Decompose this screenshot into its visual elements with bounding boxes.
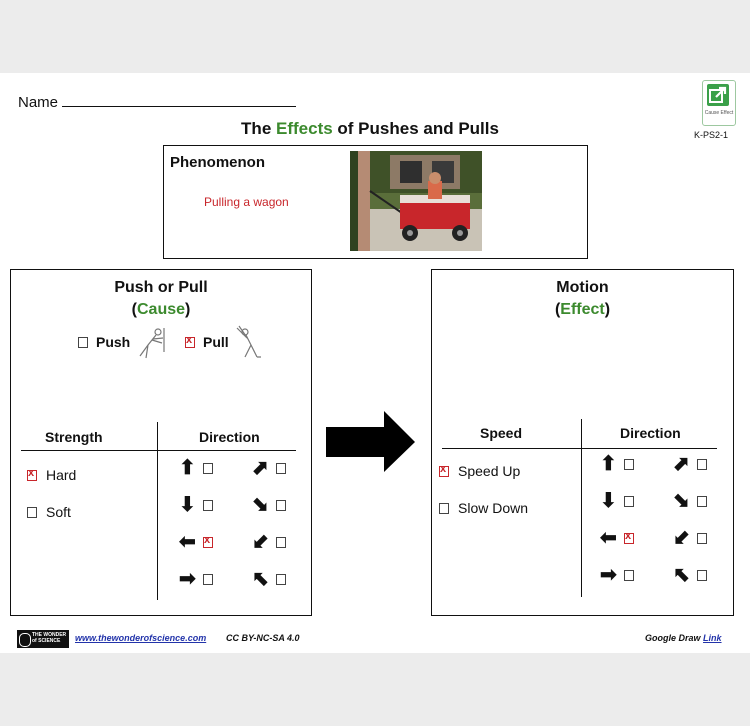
phenomenon-heading: Phenomenon [170, 154, 266, 171]
cause-heading: Push or Pull [114, 279, 208, 296]
badge-text: Cause Effect [704, 110, 734, 116]
direction-header: Direction [199, 429, 260, 445]
pull-label: Pull [203, 334, 229, 350]
right-arrow-icon [326, 411, 416, 473]
direction-checkbox[interactable] [697, 496, 707, 507]
pulling-person-icon [235, 324, 267, 360]
direction-header: Direction [620, 425, 681, 441]
arrow-down-right-icon: ⬊ [252, 494, 269, 516]
direction-checkbox[interactable] [697, 533, 707, 544]
arrow-up-left-icon: ⬉ [673, 564, 690, 586]
slow-down-checkbox[interactable] [439, 503, 449, 514]
slow-down-label: Slow Down [458, 500, 529, 516]
arrow-down-icon: ⬇ [179, 494, 196, 516]
arrow-up-right-icon: ⬈ [252, 457, 269, 479]
push-label: Push [96, 334, 131, 350]
title-part-2: of Pushes and Pulls [332, 119, 499, 138]
arrow-left-icon: ⬅ [179, 531, 196, 553]
wonder-of-science-logo [17, 630, 69, 648]
direction-checkbox[interactable] [203, 574, 213, 585]
table-divider [157, 422, 158, 600]
arrow-down-right-icon: ⬊ [673, 490, 690, 512]
direction-checkbox[interactable] [276, 574, 286, 585]
soft-checkbox[interactable] [27, 507, 37, 518]
arrow-right-icon: ➡ [179, 568, 196, 590]
speed-up-label: Speed Up [458, 463, 521, 479]
page-title [0, 119, 740, 139]
arrow-right-icon: ➡ [600, 564, 617, 586]
speed-up-checkbox[interactable] [439, 466, 449, 477]
direction-checkbox[interactable] [697, 459, 707, 470]
table-rule [21, 450, 296, 451]
pull-checkbox[interactable] [185, 337, 195, 348]
name-field[interactable] [18, 92, 296, 111]
direction-checkbox[interactable] [203, 463, 213, 474]
phenomenon-box [163, 145, 588, 259]
direction-checkbox[interactable] [276, 463, 286, 474]
direction-checkbox[interactable] [203, 537, 213, 548]
worksheet [0, 73, 750, 653]
direction-checkbox[interactable] [203, 500, 213, 511]
arrow-down-left-icon: ⬋ [673, 527, 690, 549]
strength-header: Strength [45, 429, 103, 445]
push-checkbox[interactable] [78, 337, 88, 348]
google-draw-link[interactable]: Link [703, 633, 722, 643]
standard-code: K-PS2-1 [694, 130, 729, 140]
arrow-up-icon: ⬆ [600, 453, 617, 475]
arrow-up-right-icon: ⬈ [673, 453, 690, 475]
hard-checkbox[interactable] [27, 470, 37, 481]
arrow-left-icon: ⬅ [600, 527, 617, 549]
title-accent: Effects [276, 119, 333, 138]
arrow-up-left-icon: ⬉ [252, 568, 269, 590]
cause-effect-badge [702, 80, 736, 126]
arrow-up-icon: ⬆ [179, 457, 196, 479]
table-rule [442, 448, 717, 449]
pushing-person-icon [136, 326, 168, 360]
logo-text: THE WONDER of SCIENCE [32, 632, 67, 644]
phenomenon-text: Pulling a wagon [204, 195, 289, 209]
effect-heading: Motion [556, 279, 609, 296]
speed-header: Speed [480, 425, 523, 441]
table-divider [581, 419, 582, 597]
google-draw-text: Google Draw Link [645, 633, 722, 643]
direction-checkbox[interactable] [624, 533, 634, 544]
external-link-icon [707, 84, 729, 106]
hard-label: Hard [46, 467, 77, 483]
lightbulb-icon [19, 633, 31, 647]
cause-subheading: (Cause) [131, 301, 191, 318]
direction-checkbox[interactable] [624, 570, 634, 581]
direction-checkbox[interactable] [624, 496, 634, 507]
direction-checkbox[interactable] [697, 570, 707, 581]
wagon-photo [350, 151, 482, 251]
direction-checkbox[interactable] [624, 459, 634, 470]
direction-checkbox[interactable] [276, 537, 286, 548]
arrow-down-icon: ⬇ [600, 490, 617, 512]
soft-label: Soft [46, 504, 71, 520]
direction-checkbox[interactable] [276, 500, 286, 511]
cause-panel [10, 269, 312, 616]
effect-subheading: (Effect) [554, 301, 611, 318]
effect-panel [431, 269, 734, 616]
title-part-1: The [241, 119, 276, 138]
name-line[interactable] [62, 92, 296, 107]
name-label: Name [18, 94, 59, 111]
license-text: CC BY-NC-SA 4.0 [226, 633, 300, 643]
website-link[interactable]: www.thewonderofscience.com [75, 633, 207, 643]
arrow-down-left-icon: ⬋ [252, 531, 269, 553]
